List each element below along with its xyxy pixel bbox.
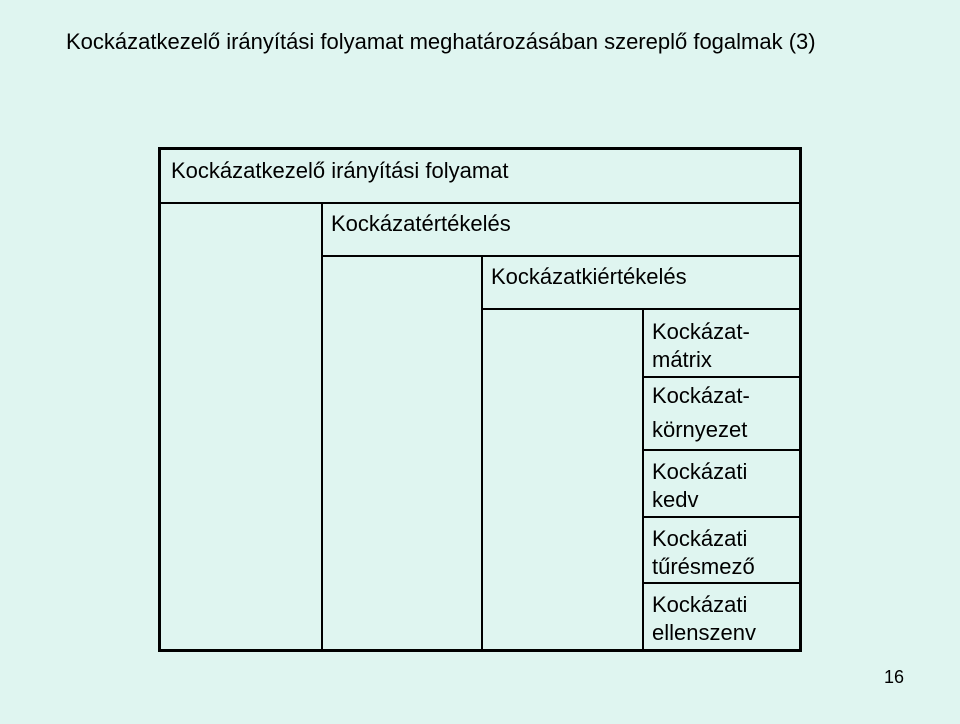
concept-item-line2: mátrix bbox=[652, 347, 712, 372]
level2-label: Kockázatértékelés bbox=[331, 211, 511, 236]
concept-item-line1: Kockázati bbox=[652, 526, 748, 551]
concept-item-line2: kedv bbox=[652, 487, 699, 512]
divider-level1 bbox=[161, 202, 799, 204]
level1-label: Kockázatkezelő irányítási folyamat bbox=[171, 158, 509, 183]
slide-title: Kockázatkezelő irányítási folyamat meghatározásában szereplő fogalmak (3) bbox=[66, 29, 816, 54]
concept-item-line2: tűrésmező bbox=[652, 554, 755, 579]
divider-level3 bbox=[481, 308, 799, 310]
concept-item-line1: Kockázat- bbox=[652, 383, 750, 408]
column-line-3 bbox=[642, 308, 644, 649]
divider-level2 bbox=[321, 255, 799, 257]
divider-item-4 bbox=[642, 582, 799, 584]
concept-item-line2: ellenszenv bbox=[652, 620, 756, 645]
level3-label: Kockázatkiértékelés bbox=[491, 264, 687, 289]
nested-concept-diagram bbox=[158, 147, 802, 652]
concept-item-line2: környezet bbox=[652, 417, 748, 442]
page-number: 16 bbox=[884, 667, 905, 687]
column-line-1 bbox=[321, 202, 323, 649]
concept-item-kockazati-ellenszenv bbox=[652, 591, 756, 647]
concept-item-line1: Kockázat- bbox=[652, 319, 750, 344]
concept-item-kockazati-kedv bbox=[652, 458, 747, 514]
column-line-2 bbox=[481, 255, 483, 649]
concept-item-line1: Kockázati bbox=[652, 592, 748, 617]
concept-item-kockazat-kornyezet bbox=[652, 382, 750, 444]
concept-item-kockazati-turesmezo bbox=[652, 525, 755, 581]
divider-item-2 bbox=[642, 449, 799, 451]
concept-item-line1: Kockázati bbox=[652, 459, 748, 484]
divider-item-3 bbox=[642, 516, 799, 518]
concept-item-kockazat-matrix bbox=[652, 318, 750, 374]
divider-item-1 bbox=[642, 376, 799, 378]
